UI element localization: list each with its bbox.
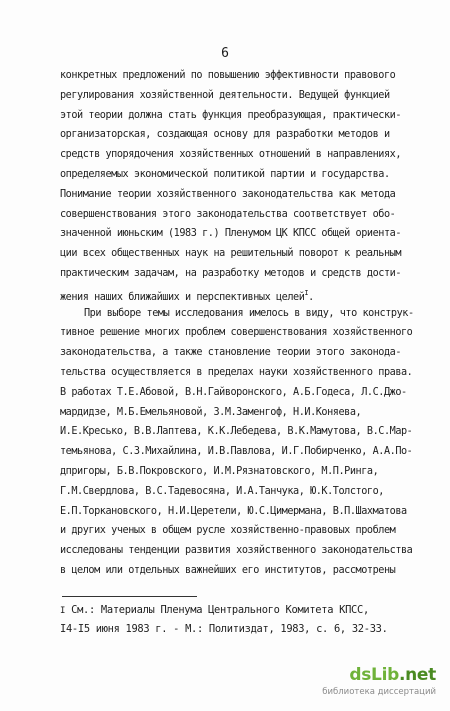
body-line: [60, 244, 425, 264]
body-line: [60, 482, 425, 502]
body-line-text: Е.П.Торкановского, Н.И.Церетели, Ю.С.Цимермана, В.П.Шахматова: [60, 505, 407, 517]
body-line: [60, 66, 425, 86]
body-line: [60, 462, 425, 482]
body-line-text: И.Е.Кресько, В.В.Лаптева, К.К.Лебедева, В.К.Мамутова, В.С.Мар-: [60, 426, 413, 438]
watermark[interactable]: [322, 665, 442, 705]
body-line-text: организаторская, создающая основу для разработки методов и: [60, 129, 390, 141]
body-line: [60, 304, 425, 324]
footnote-reference[interactable]: I: [304, 288, 309, 297]
footnote-line-2: [60, 620, 430, 639]
body-line-text: регулирования хозяйственной деятельности. Ведущей функцией: [60, 89, 390, 101]
watermark-subtitle: библиотека диссертаций: [322, 687, 436, 697]
body-line: [60, 442, 425, 462]
body-line-text: и других ученых в общем русле хозяйственно-правовых проблем: [60, 525, 396, 537]
body-line-text: совершенствования этого законодательства соответствует обо-: [60, 208, 396, 220]
body-line-text: При выборе темы исследования имелось в виду, что конструк-: [84, 307, 414, 319]
body-line: [60, 363, 425, 383]
footnote-marker: I: [60, 606, 66, 616]
body-line-text: средств упорядочения хозяйственных отношений в направлениях,: [60, 149, 402, 161]
body-line: [60, 125, 425, 145]
body-line-text: исследованы тенденции развития хозяйственного законодательства: [60, 545, 413, 557]
body-line-text: законодательства, а также становление теории этого законода-: [60, 347, 402, 359]
body-text: [60, 66, 425, 581]
body-line-text: В работах Т.Е.Абовой, В.Н.Гайворонского, А.Б.Годеса, Л.С.Джо-: [60, 386, 407, 398]
body-line: [60, 383, 425, 403]
body-line: [60, 205, 425, 225]
body-line: [60, 264, 425, 284]
body-line: [60, 502, 425, 522]
body-line: [60, 521, 425, 541]
body-line-text: тельства осуществляется в пределах науки хозяйственного права.: [60, 366, 413, 378]
body-line-text: определяемых экономической политикой партии и государства.: [60, 168, 390, 180]
body-line: [60, 323, 425, 343]
footnote-line-1: [60, 601, 430, 620]
body-line-text: этой теории должна стать функция преобразующая, практически-: [60, 109, 402, 121]
body-line-text: Понимание теории хозяйственного законодательства как метода: [60, 188, 396, 200]
body-line-text: конкретных предложений по повышению эффективности правового: [60, 70, 396, 81]
footnote-text-1: См.: Материалы Пленума Центрального Комитета КПСС,: [71, 604, 369, 616]
watermark-logo-name: dsLib: [349, 665, 399, 685]
footnote-divider: [62, 596, 197, 597]
page-number: 6: [221, 46, 229, 61]
sentence-period: .: [308, 291, 314, 303]
body-line-text: мардидзе, М.Б.Емельяновой, З.М.Заменгоф, Н.И.Коняева,: [60, 406, 362, 418]
watermark-logo-tld: .net: [398, 665, 436, 685]
body-line-text: Г.М.Свердлова, В.С.Тадевосяна, И.А.Танчука, Ю.К.Толстого,: [60, 485, 384, 497]
body-line: [60, 561, 425, 581]
body-line-text: ции всех общественных наук на решительный поворот к реальным: [60, 248, 402, 260]
body-line: [60, 145, 425, 165]
body-line: [60, 422, 425, 442]
footnote-text-2: I4-I5 июня 1983 г. - М.: Политиздат, 1983, с. 6, 32-33.: [60, 623, 388, 635]
body-line: [60, 343, 425, 363]
body-line-text: темьянова, С.З.Михайлина, И.В.Павлова, И.Г.Побирченко, А.А.По-: [60, 446, 413, 458]
body-line-text: жения наших ближайших и перспективных целей: [60, 291, 305, 303]
body-line-text: дпригоры, Б.В.Покровского, И.М.Рязнатовского, М.П.Ринга,: [60, 465, 379, 477]
body-line-text: значенной июньским (1983 г.) Пленумом ЦК КПСС общей ориента-: [60, 228, 402, 240]
body-line: [60, 284, 425, 304]
body-line: [60, 185, 425, 205]
body-line: [60, 86, 425, 106]
body-line: [60, 224, 425, 244]
body-line: [60, 541, 425, 561]
body-line-text: тивное решение многих проблем совершенствования хозяйственного: [60, 327, 413, 339]
watermark-logo: [349, 665, 436, 685]
body-line-text: практическим задачам, на разработку методов и средств дости-: [60, 267, 402, 279]
body-line: [60, 106, 425, 126]
footnote: [60, 601, 430, 639]
body-line: [60, 403, 425, 423]
body-line-text: в целом или отдельных важнейших его институтов, рассмотрены: [60, 564, 396, 576]
body-line: [60, 165, 425, 185]
